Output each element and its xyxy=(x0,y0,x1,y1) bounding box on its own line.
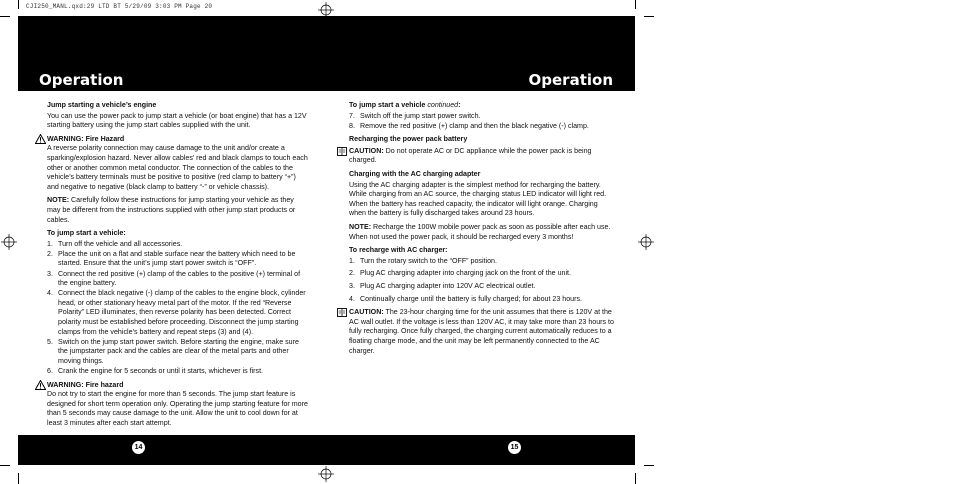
list-item xyxy=(47,289,309,337)
warning-block xyxy=(47,381,309,429)
crop-line xyxy=(0,16,10,17)
list-item xyxy=(47,338,309,367)
header-band xyxy=(18,16,635,91)
section-heading: Recharging the power pack battery xyxy=(349,135,468,144)
warning-triangle-icon xyxy=(35,380,46,390)
body-paragraph: Using the AC charging adapter is the simplest method for recharging the battery. While charging from an AC source, the charging status LED indicator will light red. When the battery has reached capacity, the indicator will light orange. Charging when the battery is fully discharged takes around 23 hours. xyxy=(349,180,607,218)
page-title-left: Operation xyxy=(39,71,124,89)
caution-block xyxy=(349,308,615,356)
step-number: 3. xyxy=(349,282,355,290)
warning-label: WARNING: Fire Hazard xyxy=(47,134,125,143)
step-text: Plug AC charging adapter into 120V AC electrical outlet. xyxy=(360,282,536,290)
crop-line xyxy=(18,473,19,484)
list-item xyxy=(349,257,615,267)
list-item xyxy=(47,367,309,377)
step-number: 4. xyxy=(47,289,53,298)
continued-italic: continued xyxy=(427,101,459,109)
step-number: 8. xyxy=(349,121,355,130)
step-number: 1. xyxy=(47,239,53,248)
crop-line xyxy=(644,16,654,17)
list-item xyxy=(349,122,615,132)
step-text: Turn the rotary switch to the “OFF” position. xyxy=(360,256,497,265)
registration-mark-icon xyxy=(318,466,334,482)
step-number: 2. xyxy=(349,269,355,278)
crop-line xyxy=(644,465,654,466)
crop-line xyxy=(0,465,10,466)
caution-label: CAUTION: xyxy=(349,308,384,317)
step-text: Place the unit on a flat and stable surface near the battery which need to be started. Ensure that the unit’s jump start power switch is “OFF”. xyxy=(58,249,296,268)
step-text: Remove the red positive (+) clamp and then the black negative (-) clamp. xyxy=(360,121,589,130)
list-item xyxy=(349,269,615,279)
steps-list xyxy=(47,240,309,377)
footer-band xyxy=(18,435,635,465)
crop-line xyxy=(635,0,636,9)
caution-label: CAUTION: xyxy=(349,146,384,155)
step-text: Switch on the jump start power switch. Before starting the engine, make sure the jumpstarter pack and the cables are clear of the metal parts and other moving things. xyxy=(58,337,299,365)
warning-text: A reverse polarity connection may cause damage to the unit and/or create a sparking/explosion hazard. Never allow cables’ red and black clamps to touch each other or another common metal conductor. The connection of the cables to the vehicle’s battery terminals must be positive to positive (red clamp to battery “+”) and negative to negative (black clamp to battery “-” or vehicle chassis). xyxy=(47,144,308,191)
registration-mark-icon xyxy=(638,234,654,250)
page-number-left: 14 xyxy=(132,441,145,454)
warning-block xyxy=(47,135,309,193)
step-number: 2. xyxy=(47,249,53,258)
step-number: 6. xyxy=(47,366,53,375)
warning-text: Do not try to start the engine for more than 5 seconds. The jump start feature is designed for short term operation only. Operating the jump starting feature for more than 5 seconds may cause damage to the unit. Allow the unit to cool down for at least 3 minutes after each start attempt. xyxy=(47,390,308,427)
steps-heading: To jump start a vehicle: xyxy=(47,229,126,238)
step-text: Plug AC charging adapter into charging jack on the front of the unit. xyxy=(360,269,571,278)
crop-line xyxy=(635,473,636,484)
list-item xyxy=(349,295,615,305)
caution-block xyxy=(349,147,615,166)
continued-heading: To jump start a vehicle xyxy=(349,101,426,109)
caution-book-icon xyxy=(337,308,347,317)
left-page-content xyxy=(47,101,309,429)
step-number: 3. xyxy=(47,269,53,278)
caution-text: Do not operate AC or DC appliance while the power pack is being charged. xyxy=(349,146,592,165)
list-item xyxy=(47,270,309,289)
steps-heading: To recharge with AC charger: xyxy=(349,246,448,255)
note-paragraph xyxy=(349,223,615,242)
warning-label: WARNING: Fire hazard xyxy=(47,380,124,389)
step-text: Switch off the jump start power switch. xyxy=(360,111,481,120)
crop-line xyxy=(18,0,19,9)
page-title-right: Operation xyxy=(528,71,613,89)
step-text: Connect the black negative (-) clamp of the cables to the engine block, cylinder head, or other stationary heavy metal part of the motor. If the red “Reverse Polarity” LED illuminates, then reverse polarity has been detected. Correct polarity must be established before proceeding. Disconnect the jump starting clamps from the vehicle’s battery and repeat steps (3) and (4). xyxy=(58,289,306,336)
list-item xyxy=(47,240,309,250)
registration-mark-icon xyxy=(1,234,17,250)
intro-paragraph: You can use the power pack to jump start a vehicle (or boat engine) that has a 12V starting battery using the jump start cables supplied with the unit. xyxy=(47,111,307,130)
warning-triangle-icon xyxy=(35,134,46,144)
caution-book-icon xyxy=(337,147,347,156)
note-label: NOTE: xyxy=(47,196,70,205)
section-heading: Charging with the AC charging adapter xyxy=(349,170,481,179)
section-heading: Jump starting a vehicle’s engine xyxy=(47,101,157,109)
step-text: Connect the red positive (+) clamp of the cables to the positive (+) terminal of the engine battery. xyxy=(58,269,301,288)
step-number: 7. xyxy=(349,111,355,120)
step-number: 1. xyxy=(349,256,355,265)
note-label: NOTE: xyxy=(349,223,372,232)
section-heading xyxy=(349,101,615,111)
list-item xyxy=(349,282,615,292)
print-slug: CJI250_MANL.qxd:29 LTD BT 5/29/09 3:03 PM Page 20 xyxy=(26,3,213,10)
steps-list xyxy=(349,257,615,304)
step-text: Continually charge until the battery is fully charged; for about 23 hours. xyxy=(360,294,583,303)
note-text: Carefully follow these instructions for jump starting your vehicle as they may be different from the instructions supplied with other jump start products or cables. xyxy=(47,196,296,224)
note-paragraph xyxy=(47,196,309,225)
steps-list xyxy=(349,112,615,132)
list-item xyxy=(47,250,309,269)
step-number: 5. xyxy=(47,337,53,346)
note-text: Recharge the 100W mobile power pack as soon as possible after each use. When not used the power pack, it should be recharged every 3 months! xyxy=(349,223,611,241)
step-number: 4. xyxy=(349,294,355,303)
step-text: Crank the engine for 5 seconds or until it starts, whichever is first. xyxy=(58,366,264,375)
page-number-right: 15 xyxy=(508,441,521,454)
right-page-content xyxy=(349,101,615,356)
list-item xyxy=(349,112,615,122)
continued-colon: : xyxy=(458,101,461,109)
step-text: Turn off the vehicle and all accessories. xyxy=(58,239,183,248)
caution-text: The 23-hour charging time for the unit assumes that there is 120V at the AC wall outlet. If the voltage is less than 120V AC, it may take more than 23 hours to fully recharging. Once fully charged, the charging current automatically reduces to a floating charge mode, and the unit may be left permanently connected to the AC charger. xyxy=(349,308,614,355)
